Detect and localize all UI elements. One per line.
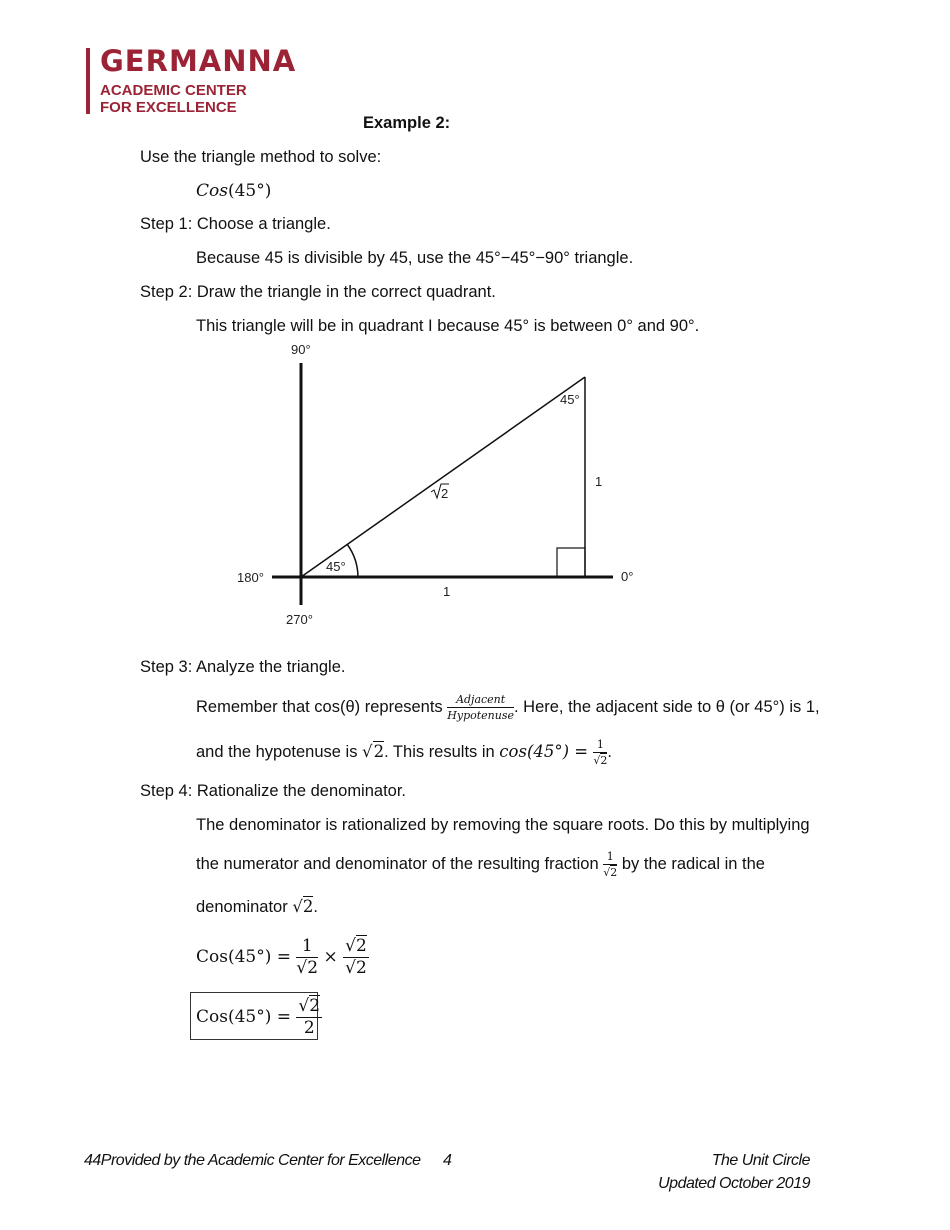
horizontal-side-label: 1 bbox=[443, 584, 451, 599]
vertical-side-label: 1 bbox=[595, 474, 603, 489]
hypotenuse bbox=[301, 377, 585, 577]
example-heading: Example 2: bbox=[363, 114, 451, 132]
eq2-num-rad: 2 bbox=[309, 996, 321, 1016]
step3-line2-pre: and the hypotenuse is bbox=[196, 743, 363, 761]
step1-text: Because 45 is divisible by 45, use the 45°−45°−90° triangle. bbox=[196, 249, 634, 267]
logo-brand: GERMANNA bbox=[100, 44, 297, 78]
step3-radicand: 2 bbox=[373, 742, 385, 761]
label-270: 270° bbox=[286, 612, 313, 627]
hypotenuse-radicand: 2 bbox=[441, 486, 449, 501]
logo-line2: FOR EXCELLENCE bbox=[100, 99, 237, 116]
eq2-fraction: $\frac{√2}{2}$ bbox=[298, 996, 321, 1038]
eq-num: 1 bbox=[593, 739, 607, 753]
eq1-f2-den-rad: 2 bbox=[356, 958, 367, 978]
eq1-fraction-2: $\frac{√2}{√2}$ bbox=[345, 936, 367, 978]
eq1-fraction-1: $\frac{1}{√2}$ bbox=[296, 936, 319, 978]
step4-line3-post: . bbox=[313, 898, 318, 916]
eq1-lhs: Cos(45°) = bbox=[196, 947, 297, 967]
eq-den-rad: 2 bbox=[600, 754, 608, 768]
step4-frac-num: 1 bbox=[603, 851, 617, 865]
footer-left: 44Provided by the Academic Center for Excellence bbox=[84, 1152, 421, 1169]
step4-title: Step 4: Rationalize the denominator. bbox=[140, 782, 407, 800]
step2-text: This triangle will be in quadrant I because 45° is between 0° and 90°. bbox=[196, 317, 700, 335]
step4-frac-den-rad: 2 bbox=[610, 866, 618, 880]
one-over-root2: $\frac{1}{√2}$ bbox=[593, 738, 608, 768]
frac-adjacent: Adjacent bbox=[447, 694, 514, 708]
step4-line3: denominator √2. bbox=[196, 897, 318, 916]
label-180: 180° bbox=[237, 570, 264, 585]
step3-line1-pre: Remember that cos(θ) represents bbox=[196, 698, 448, 716]
step4-line2 bbox=[196, 846, 765, 882]
eq1-f1-num: 1 bbox=[296, 938, 318, 958]
adjacent-over-hypotenuse bbox=[447, 694, 514, 721]
frac-hypotenuse: Hypotenuse bbox=[447, 709, 514, 723]
hypotenuse-label bbox=[431, 484, 449, 501]
step3-line1 bbox=[196, 688, 820, 726]
label-0: 0° bbox=[621, 569, 634, 584]
logo-line1: ACADEMIC CENTER bbox=[100, 82, 247, 99]
problem-arg: (45°) bbox=[227, 181, 272, 201]
step3-line2-post: . bbox=[607, 743, 612, 761]
step3-eq-lhs: cos(45°) = bbox=[499, 742, 594, 761]
footer-updated: Updated October 2019 bbox=[658, 1175, 810, 1192]
footer-title: The Unit Circle bbox=[711, 1152, 810, 1169]
equation-1 bbox=[196, 932, 369, 982]
step3-line1-post: . Here, the adjacent side to θ (or 45°) is 1, bbox=[514, 698, 820, 716]
step4-line1: The denominator is rationalized by removing the square roots. Do this by multiplying bbox=[196, 816, 810, 834]
right-angle-marker bbox=[557, 548, 585, 577]
intro-text: Use the triangle method to solve: bbox=[140, 148, 382, 166]
step4-line2-post: by the radical in the bbox=[617, 855, 765, 873]
angle-top-label: 45° bbox=[560, 392, 580, 407]
step4-line3-rad: 2 bbox=[302, 897, 314, 916]
step4-fraction: $\frac{1}{√2}$ bbox=[603, 850, 618, 880]
label-90: 90° bbox=[291, 342, 311, 357]
angle-arc bbox=[347, 544, 358, 577]
angle-bottom-label: 45° bbox=[326, 559, 346, 574]
boxed-result bbox=[190, 992, 321, 1040]
step4-line2-pre: the numerator and denominator of the resulting fraction bbox=[196, 855, 604, 873]
step3-line2: and the hypotenuse is √2. This results in cos(45°) = $\frac{1}{√2}$ . bbox=[196, 738, 612, 768]
eq2-lhs: Cos(45°) = bbox=[196, 1007, 297, 1027]
step3-line2-mid: . This results in bbox=[384, 743, 500, 761]
eq1-times: × bbox=[323, 947, 338, 967]
step4-line3-pre: denominator bbox=[196, 898, 293, 916]
eq2-den: 2 bbox=[303, 1018, 315, 1038]
step1-title: Step 1: Choose a triangle. bbox=[140, 215, 331, 233]
eq1-f1-den-rad: 2 bbox=[307, 958, 319, 978]
eq1-f2-num-rad: 2 bbox=[356, 936, 367, 956]
footer-page-number: 4 bbox=[443, 1152, 452, 1169]
step2-title: Step 2: Draw the triangle in the correct quadrant. bbox=[140, 283, 496, 301]
problem-func: Cos bbox=[196, 181, 228, 201]
step3-title: Step 3: Analyze the triangle. bbox=[140, 658, 346, 676]
